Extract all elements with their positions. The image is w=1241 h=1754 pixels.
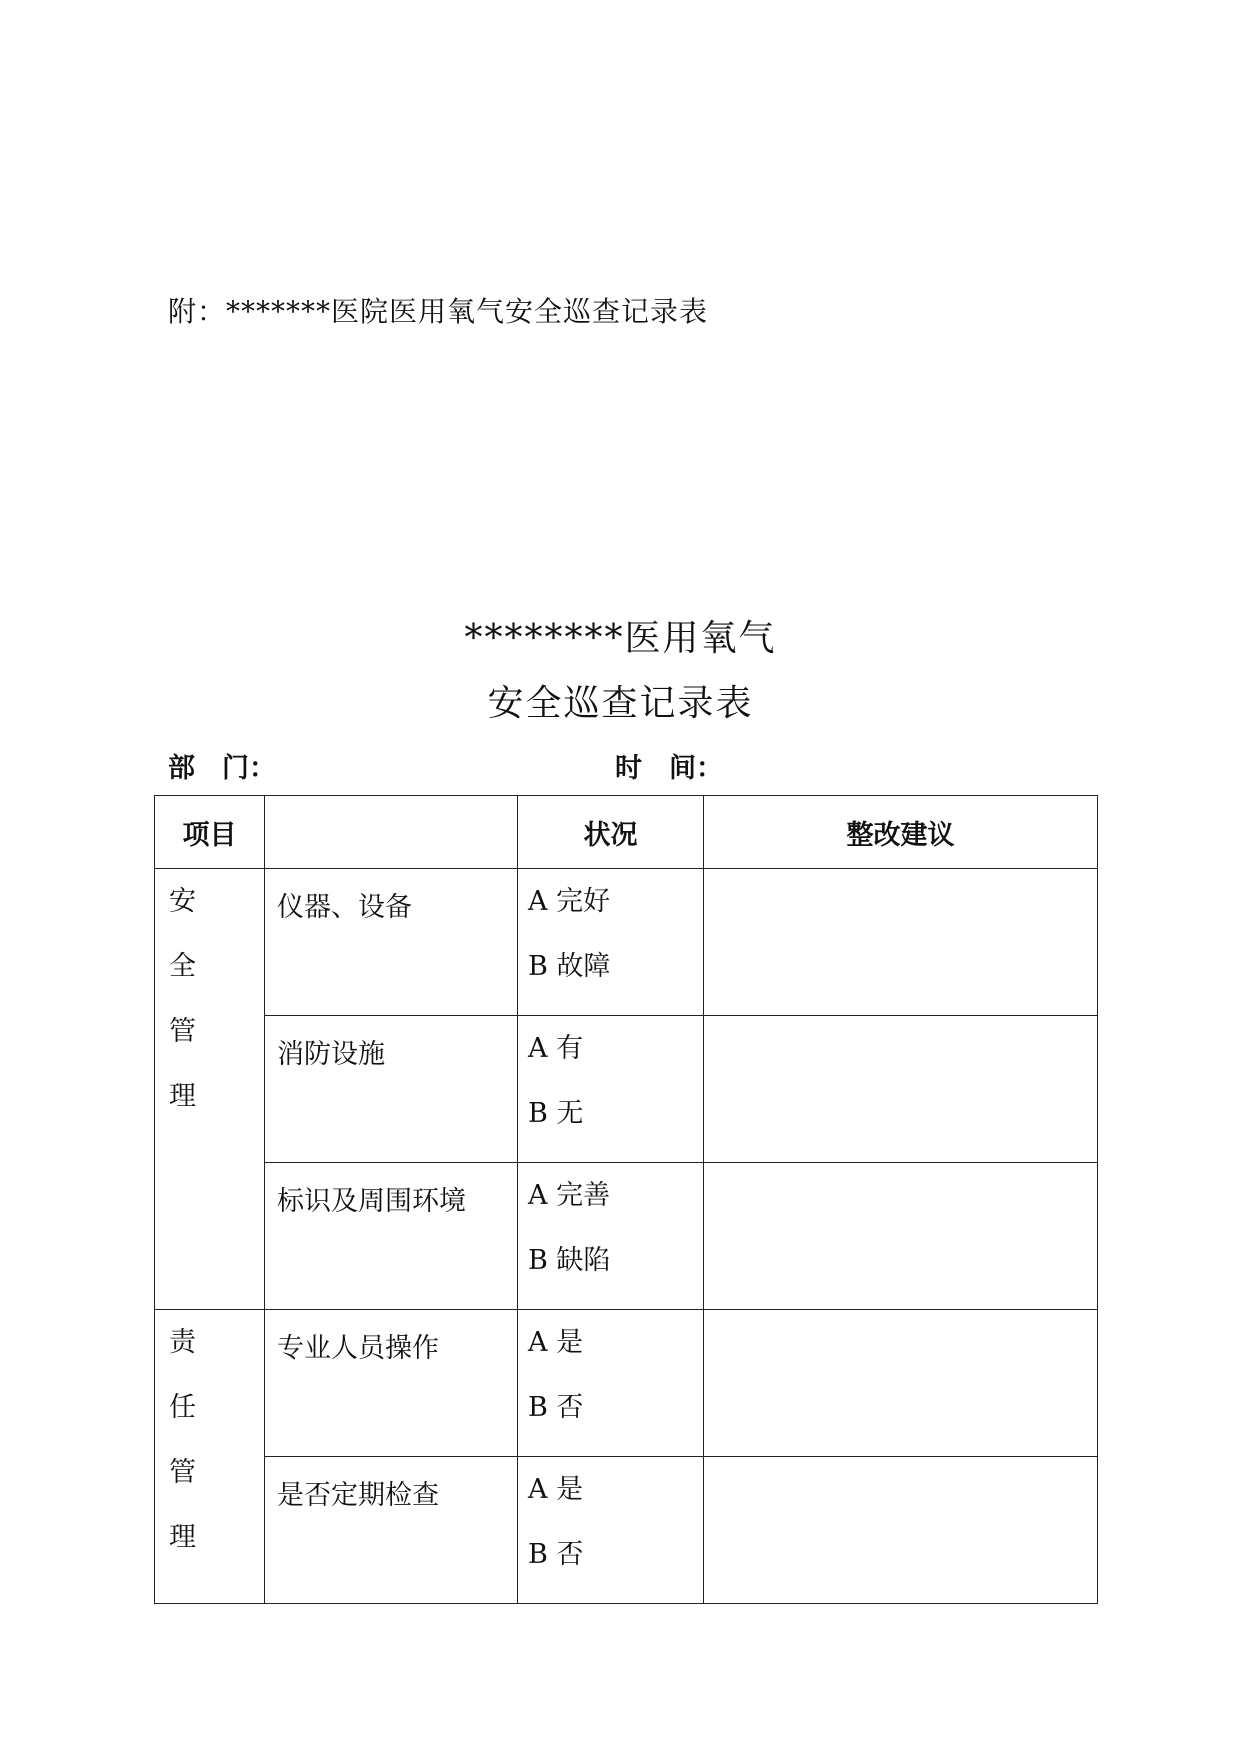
item-name: 专业人员操作 bbox=[265, 1310, 518, 1457]
suggestion-cell[interactable] bbox=[704, 1016, 1098, 1163]
document-title-line-1: ********医用氧气 bbox=[464, 618, 777, 659]
inspection-record-table bbox=[154, 795, 1098, 1604]
status-option-a: A 完好 bbox=[528, 886, 611, 917]
group-label-safety bbox=[155, 869, 265, 1310]
group-char: 理 bbox=[169, 1081, 196, 1112]
table-row bbox=[155, 1016, 1098, 1163]
item-name: 仪器、设备 bbox=[265, 869, 518, 1016]
suggestion-cell[interactable] bbox=[704, 1310, 1098, 1457]
group-char: 全 bbox=[169, 951, 196, 982]
table-row bbox=[155, 1310, 1098, 1457]
group-char: 责 bbox=[169, 1327, 196, 1358]
item-name: 标识及周围环境 bbox=[265, 1163, 518, 1310]
header-subitem bbox=[265, 796, 518, 869]
table-row bbox=[155, 869, 1098, 1016]
group-char: 任 bbox=[169, 1392, 196, 1423]
status-options bbox=[518, 1016, 704, 1163]
department-label: 部 门： bbox=[168, 753, 276, 784]
status-option-b: B 故障 bbox=[528, 951, 611, 982]
table-row bbox=[155, 1163, 1098, 1310]
suggestion-cell[interactable] bbox=[704, 1163, 1098, 1310]
status-option-b: B 否 bbox=[528, 1392, 584, 1423]
time-label: 时 间： bbox=[615, 753, 723, 784]
item-name: 消防设施 bbox=[265, 1016, 518, 1163]
table-row bbox=[155, 1457, 1098, 1604]
status-options bbox=[518, 869, 704, 1016]
group-char: 管 bbox=[169, 1016, 196, 1047]
status-option-b: B 无 bbox=[528, 1098, 584, 1129]
item-name: 是否定期检查 bbox=[265, 1457, 518, 1604]
document-title-line-2: 安全巡查记录表 bbox=[487, 683, 754, 724]
header-item: 项目 bbox=[155, 796, 265, 869]
status-option-b: B 否 bbox=[528, 1539, 584, 1570]
status-options bbox=[518, 1310, 704, 1457]
status-options bbox=[518, 1163, 704, 1310]
suggestion-cell[interactable] bbox=[704, 1457, 1098, 1604]
suggestion-cell[interactable] bbox=[704, 869, 1098, 1016]
status-option-a: A 完善 bbox=[528, 1180, 611, 1211]
table-header-row bbox=[155, 796, 1098, 869]
group-label-responsibility bbox=[155, 1310, 265, 1604]
group-char: 理 bbox=[169, 1522, 196, 1553]
group-char: 安 bbox=[169, 886, 196, 917]
group-char: 管 bbox=[169, 1457, 196, 1488]
attachment-note: 附：*******医院医用氧气安全巡查记录表 bbox=[168, 295, 709, 328]
status-option-a: A 是 bbox=[528, 1327, 584, 1358]
status-option-a: A 是 bbox=[528, 1474, 584, 1505]
status-options bbox=[518, 1457, 704, 1604]
status-option-b: B 缺陷 bbox=[528, 1245, 611, 1276]
status-option-a: A 有 bbox=[528, 1033, 584, 1064]
header-suggestion: 整改建议 bbox=[704, 796, 1098, 869]
header-status: 状况 bbox=[518, 796, 704, 869]
